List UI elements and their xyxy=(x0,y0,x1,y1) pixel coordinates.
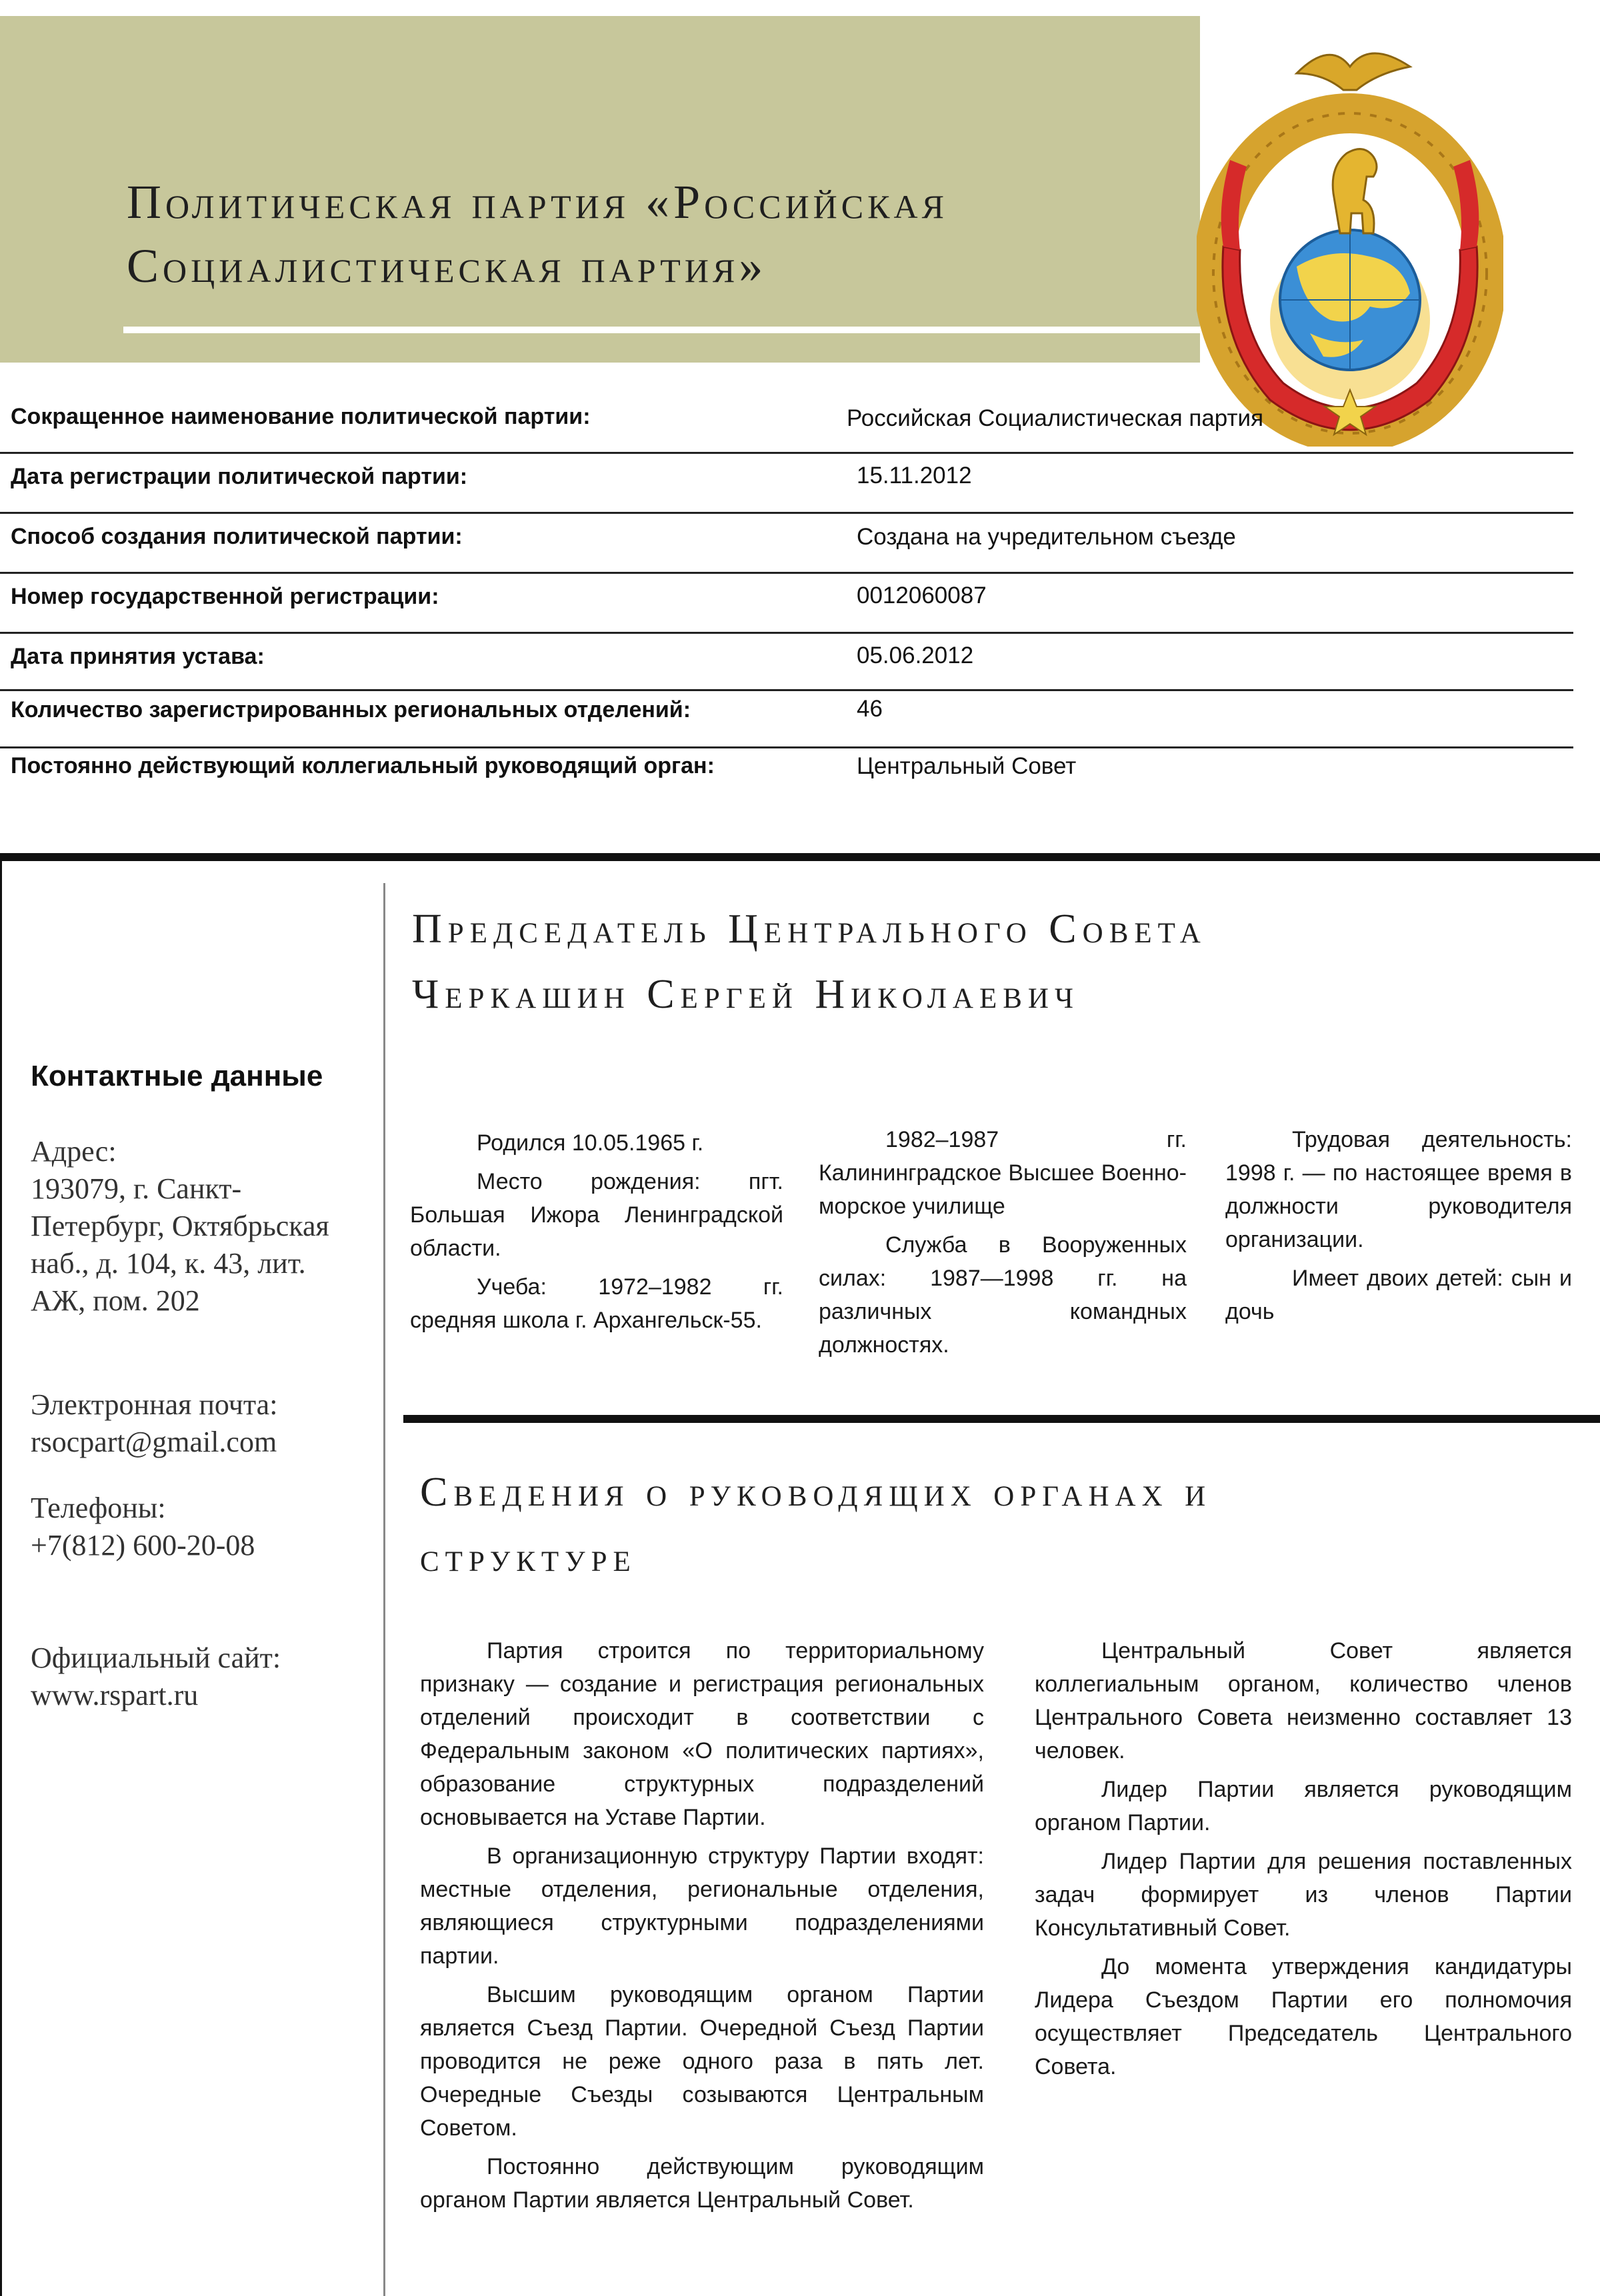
bio-paragraph: Учеба: 1972–1982 гг. средняя школа г. Архангельск-55. xyxy=(410,1274,783,1333)
structure-paragraph: Лидер Партии является руководящим органом Партии. xyxy=(1035,1777,1572,1835)
contact-site xyxy=(31,1640,364,1714)
structure-paragraph: Высшим руководящим органом Партии является Съезд Партии. Очередной Съезд Партии проводится не реже одного раза в пять лет. Очередные Съезды созываются Центральным Советом. xyxy=(420,1982,984,2141)
site-label: Официальный сайт: xyxy=(31,1642,281,1674)
party-emblem-icon xyxy=(1197,27,1503,447)
section-rule xyxy=(403,1415,1600,1423)
page-left-border xyxy=(0,856,2,2296)
bio-paragraph: Трудовая деятельность: 1998 г. — по настоящее время в должности руководителя организации. xyxy=(1225,1127,1572,1252)
party-title-line2: Социалистическая партия» xyxy=(127,239,767,293)
info-label: Номер государственной регистрации: xyxy=(11,584,439,609)
chairman-title-line1: Председатель Центрального Совета xyxy=(412,906,1207,952)
contacts-heading: Контактные данные xyxy=(31,1060,323,1092)
info-value: Российская Социалистическая партия xyxy=(847,405,1264,431)
contact-email xyxy=(31,1386,364,1461)
contact-phone xyxy=(31,1490,364,1564)
bio-paragraph: Место рождения: пгт. Большая Ижора Ленинградской области. xyxy=(410,1169,783,1261)
info-label: Количество зарегистрированных региональных отделений: xyxy=(11,697,691,722)
info-value: 05.06.2012 xyxy=(857,642,974,668)
phone-label: Телефоны: xyxy=(31,1492,166,1524)
header-rule xyxy=(123,327,1200,333)
site-value: www.rspart.ru xyxy=(31,1679,199,1712)
bio-paragraph: Служба в Вооруженных силах: 1987—1998 гг. на различных командных должностях. xyxy=(819,1232,1187,1358)
structure-column-1 xyxy=(420,1634,984,2222)
table-divider xyxy=(0,746,1573,748)
structure-paragraph: Центральный Совет является коллегиальным органом, количество членов Центрального Совета неизменно составляет 13 человек. xyxy=(1035,1638,1572,1763)
info-value: 46 xyxy=(857,696,883,722)
info-label: Постоянно действующий коллегиальный руководящий орган: xyxy=(11,753,715,778)
info-value: Центральный Совет xyxy=(857,753,1077,779)
phone-value: +7(812) 600-20-08 xyxy=(31,1529,255,1562)
bio-paragraph: 1982–1987 гг. Калининградское Высшее Военно-морское училище xyxy=(819,1127,1187,1219)
sidebar-divider xyxy=(383,883,385,2296)
section-rule xyxy=(0,853,1600,861)
bio-column-1 xyxy=(410,1126,783,1342)
address-label: Адрес: xyxy=(31,1135,117,1168)
info-label: Способ создания политической партии: xyxy=(11,524,463,549)
structure-paragraph: Лидер Партии для решения поставленных задач формирует из членов Партии Консультативный Совет. xyxy=(1035,1849,1572,1941)
table-divider xyxy=(0,452,1573,454)
info-label: Дата регистрации политической партии: xyxy=(11,464,468,489)
bio-column-2 xyxy=(819,1123,1187,1367)
table-divider xyxy=(0,632,1573,634)
info-value: 0012060087 xyxy=(857,582,987,608)
chairman-name: Черкашин Сергей Николаевич xyxy=(412,972,1079,1017)
email-value: rsocpart@gmail.com xyxy=(31,1426,277,1458)
bio-paragraph: Родился 10.05.1965 г. xyxy=(477,1130,704,1156)
structure-paragraph: В организационную структуру Партии входят: местные отделения, региональные отделения, являющиеся структурными подразделениями партии. xyxy=(420,1843,984,1969)
info-label: Дата принятия устава: xyxy=(11,644,265,669)
bio-column-3 xyxy=(1225,1123,1572,1334)
table-divider xyxy=(0,572,1573,574)
party-title-line1: Политическая партия «Российская xyxy=(127,175,948,229)
chairman-title xyxy=(412,896,1585,1027)
structure-title xyxy=(420,1460,1580,1590)
party-title xyxy=(127,170,1220,298)
email-label: Электронная почта: xyxy=(31,1388,278,1421)
table-divider xyxy=(0,512,1573,514)
table-divider xyxy=(0,689,1573,691)
contact-address xyxy=(31,1133,364,1320)
info-label: Сокращенное наименование политической партии: xyxy=(11,404,591,429)
structure-title-line2: структуре xyxy=(420,1535,637,1580)
info-value: 15.11.2012 xyxy=(857,463,972,489)
address-value: 193079, г. Санкт-Петербург, Октябрьская наб., д. 104, к. 43, лит. АЖ, пом. 202 xyxy=(31,1172,329,1317)
structure-paragraph: Партия строится по территориальному признаку — создание и регистрация региональных отделений происходит в соответствии с Федеральным законом «О политических партиях», образование структурных подразделений основывается на Уставе Партии. xyxy=(420,1638,984,1830)
info-value: Создана на учредительном съезде xyxy=(857,524,1236,550)
structure-paragraph: Постоянно действующим руководящим органом Партии является Центральный Совет. xyxy=(420,2154,984,2213)
structure-column-2 xyxy=(1035,1634,1572,2089)
structure-title-line1: Сведения о руководящих органах и xyxy=(420,1470,1212,1515)
structure-paragraph: До момента утверждения кандидатуры Лидера Съездом Партии его полномочия осуществляет Председатель Центрального Совета. xyxy=(1035,1954,1572,2079)
bio-paragraph: Имеет двоих детей: сын и дочь xyxy=(1225,1266,1572,1324)
